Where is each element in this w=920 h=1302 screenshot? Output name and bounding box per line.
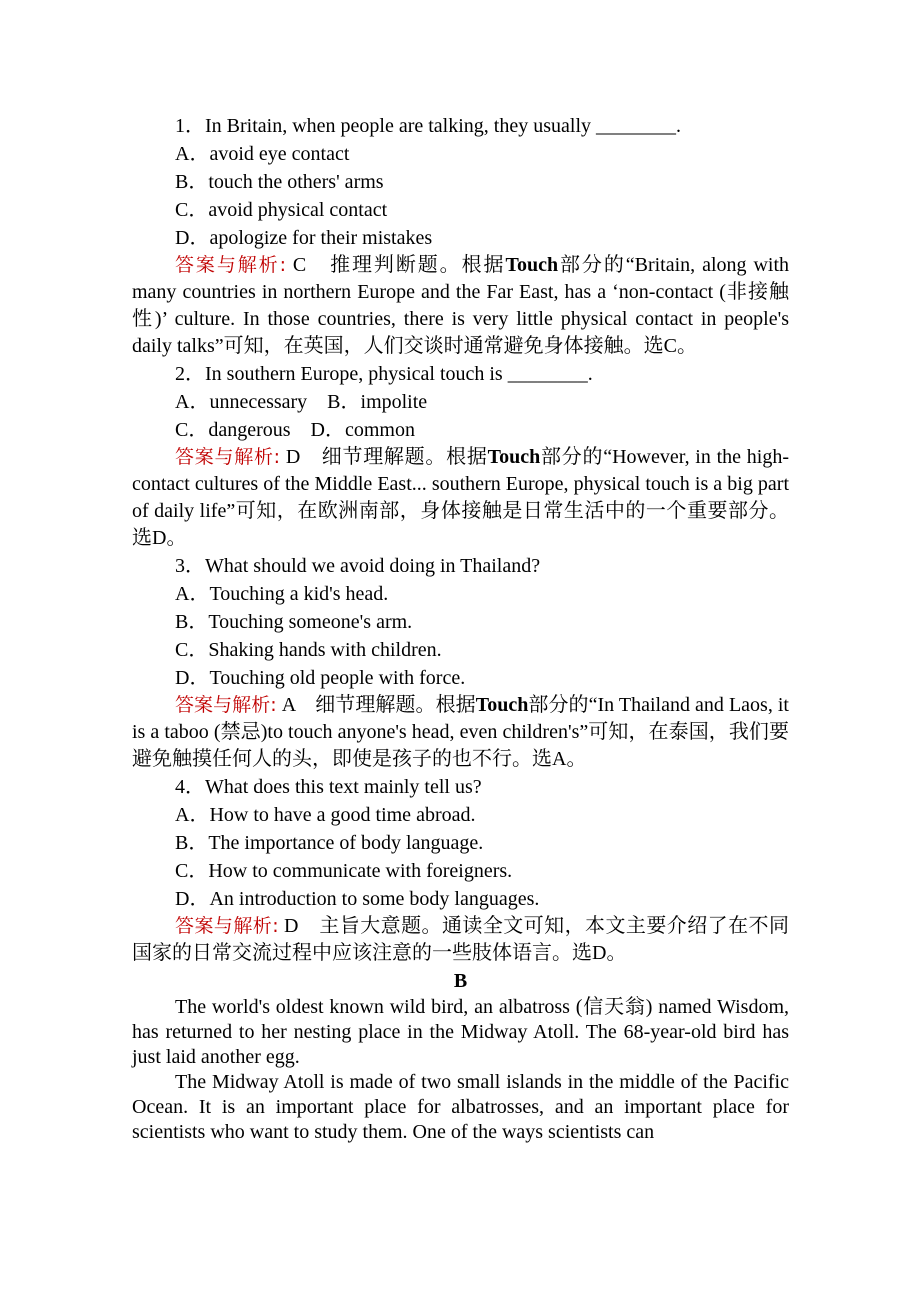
touch-keyword: Touch xyxy=(475,694,529,716)
section-heading: B xyxy=(453,970,468,992)
question-1-stem: 1．In Britain, when people are talking, they usually ________. xyxy=(175,115,682,137)
answer-label: 答案与解析: xyxy=(175,446,281,468)
answer-label: 答案与解析: xyxy=(175,915,279,937)
question-3-stem: 3．What should we avoid doing in Thailand? xyxy=(175,555,541,577)
section-b-paragraph: The world's oldest known wild bird, an albatross (信天翁) named Wisdom, has returned to her nesting place in the Midway Atoll. The 68-year-old bird has just laid another egg. xyxy=(132,996,789,1068)
answer-text: A 细节理解题。根据 xyxy=(276,694,476,716)
question-3-option-a: A．Touching a kid's head. xyxy=(175,583,389,605)
answer-text: C 推理判断题。根据 xyxy=(286,254,506,276)
question-1-option-c: C．avoid physical contact xyxy=(175,199,388,221)
touch-keyword: Touch xyxy=(505,254,559,276)
answer-text: D 主旨大意题。通读全文可知，本文主要介绍了在不同国家的日常交流过程中应该注意的一些肢体语言。选D。 xyxy=(132,915,789,964)
answer-text: 部分的“Britain, along with many countries in northern Europe and the Far East, has a ‘non-contact (非接触性)’ culture. In those countries, there is very little physical contact in people's daily talks”可知，在英国，人们交谈时通常避免身体接触。选C。 xyxy=(132,254,789,357)
answer-text: D 细节理解题。根据 xyxy=(280,446,488,468)
question-1-option-d: D．apologize for their mistakes xyxy=(175,227,433,249)
question-4-option-b: B．The importance of body language. xyxy=(175,832,484,854)
question-1-option-b: B．touch the others' arms xyxy=(175,171,384,193)
question-1-option-a: A．avoid eye contact xyxy=(175,143,350,165)
question-2-stem: 2．In southern Europe, physical touch is ________. xyxy=(175,363,593,385)
question-4-option-d: D．An introduction to some body languages. xyxy=(175,888,540,910)
question-4-option-c: C．How to communicate with foreigners. xyxy=(175,860,513,882)
answer-label: 答案与解析: xyxy=(175,254,286,276)
question-3-option-d: D．Touching old people with force. xyxy=(175,667,466,689)
document-page xyxy=(132,112,789,1145)
question-2-answer xyxy=(132,444,789,552)
touch-keyword: Touch xyxy=(487,446,541,468)
question-3-answer xyxy=(132,692,789,773)
section-b-paragraph: The Midway Atoll is made of two small islands in the middle of the Pacific Ocean. It is an important place for albatrosses, and an important place for scientists who want to study them. One of the ways scientists can xyxy=(132,1071,789,1143)
question-2-options-cd: C．dangerous D．common xyxy=(175,419,415,441)
question-3-option-b: B．Touching someone's arm. xyxy=(175,611,413,633)
answer-text: 部分的“In Thailand and Laos, it is a taboo (禁忌)to touch anyone's head, even children's”可知，在泰国，我们要避免触摸任何人的头，即使是孩子的也不行。选A。 xyxy=(132,694,789,770)
question-4-stem: 4．What does this text mainly tell us? xyxy=(175,776,482,798)
question-3-option-c: C．Shaking hands with children. xyxy=(175,639,442,661)
question-4-option-a: A．How to have a good time abroad. xyxy=(175,804,476,826)
question-1-answer xyxy=(132,252,789,360)
answer-text: 部分的“However, in the high-contact cultures of the Middle East... southern Europe, physical touch is a big part of daily life”可知，在欧洲南部，身体接触是日常生活中的一个重要部分。选D。 xyxy=(132,446,789,549)
question-2-options-ab: A．unnecessary B．impolite xyxy=(175,391,428,413)
answer-label: 答案与解析: xyxy=(175,694,277,716)
question-4-answer xyxy=(132,913,789,967)
